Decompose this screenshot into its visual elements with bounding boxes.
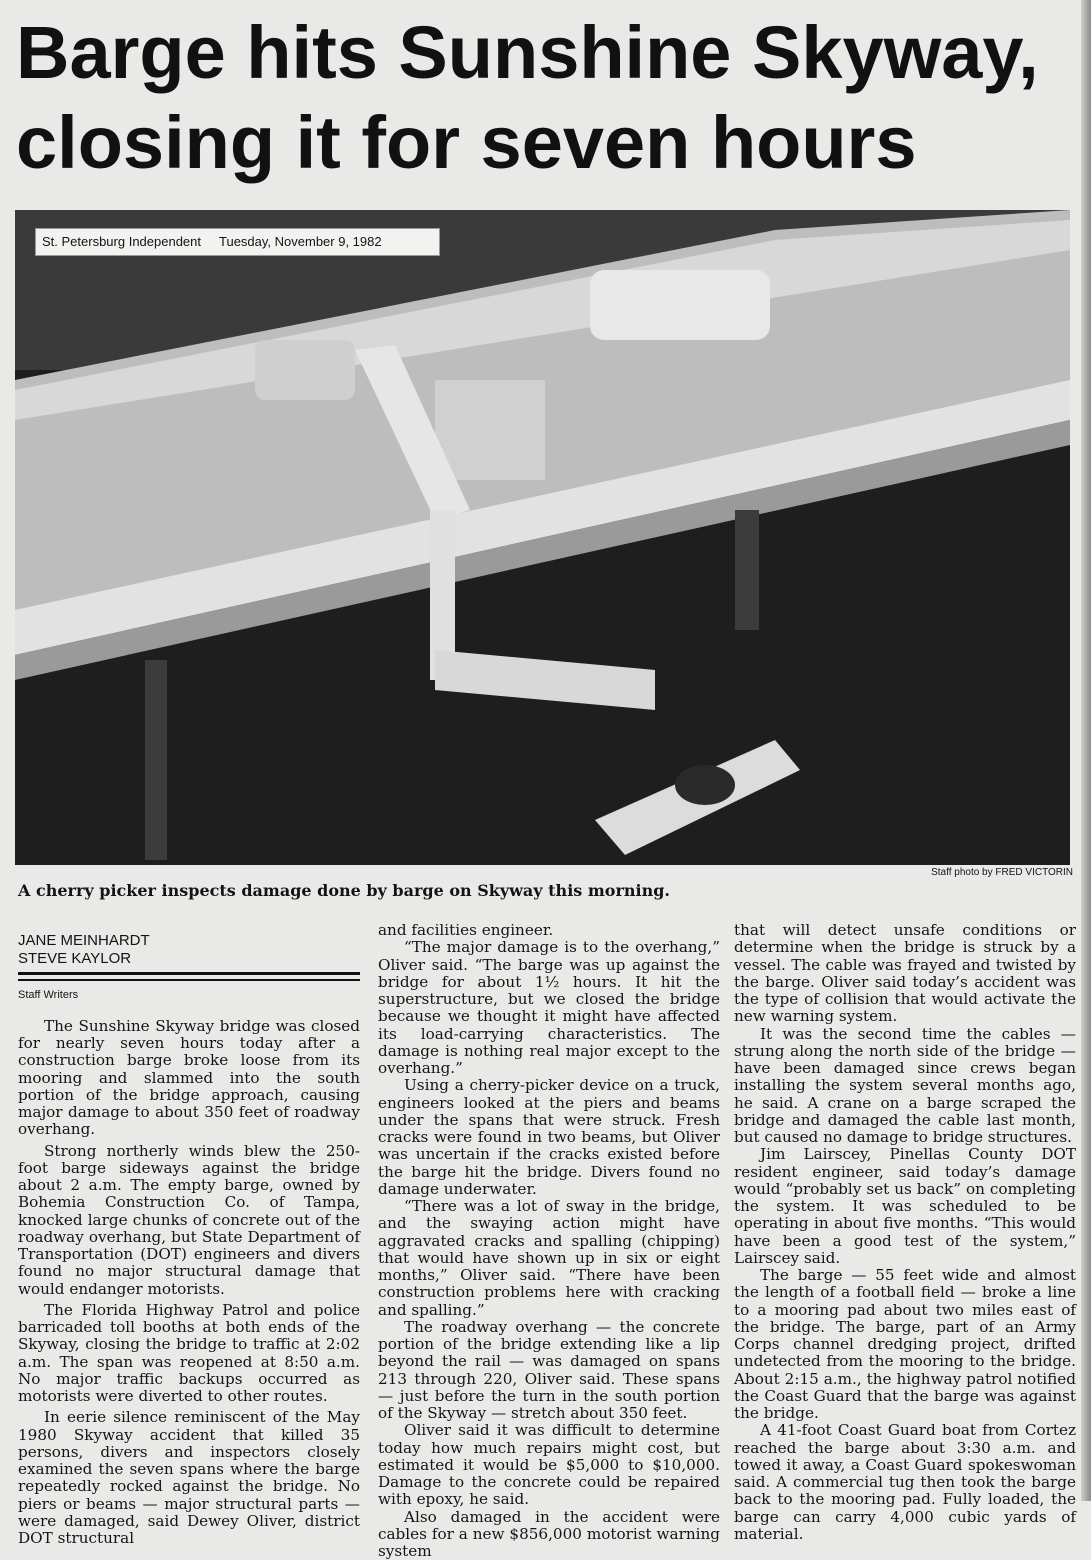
paragraph: The barge — 55 feet wide and almost the length of a football field — broke a line to a mooring pad about two miles east of the bridge. The barge, part of an Army Corps channel dredging project, drifted undetected from the mooring to the bridge. About 2:15 a.m., the highway patrol notified the Coast Guard that the barge was against the bridge. (734, 1267, 1076, 1422)
author-name: JANE MEINHARDT (18, 932, 360, 950)
paragraph: It was the second time the cables — strung along the north side of the bridge — have been damaged since crews began installing the system several months ago, he said. A crane on a barge scraped the bridge and damaged the cable last month, but caused no damage to bridge structures. (734, 1026, 1076, 1147)
newspaper-name: St. Petersburg Independent (42, 234, 201, 249)
paragraph: “There was a lot of sway in the bridge, and the swaying action might have aggravated cracks and spalling (chipping) that would have shown up in six or eight months,” Oliver said. “There have been construction problems here with cracking and spalling.” (378, 1198, 720, 1319)
paragraph: “The major damage is to the overhang,” Oliver said. “The barge was up against the bridge for about 1½ hours. It hit the superstructure, but we closed the bridge because we thought it might have affected its load-carrying characteristics. The damage is nothing real major except to the overhang.” (378, 939, 720, 1077)
author-name: STEVE KAYLOR (18, 950, 360, 968)
publication-date: Tuesday, November 9, 1982 (219, 234, 382, 249)
paragraph: that will detect unsafe conditions or determine when the bridge is struck by a vessel. The cable was frayed and twisted by the barge. Oliver said today’s accident was the type of collision that would activate the new warning system. (734, 922, 1076, 1026)
paragraph: Using a cherry-picker device on a truck, engineers looked at the piers and beams under the spans that were struck. Fresh cracks were found in two beams, but Oliver was uncertain if the cracks existed before the barge hit the bridge. Divers found no damage underwater. (378, 1077, 720, 1198)
byline-rule (18, 972, 360, 975)
article-column-2 (378, 922, 720, 1560)
paragraph: The Sunshine Skyway bridge was closed for nearly seven hours today after a construction barge broke loose from its mooring and slammed into the south portion of the bridge approach, causing major damage to about 350 feet of roadway overhang. (18, 1018, 360, 1139)
article-column-3 (734, 922, 1076, 1543)
paragraph: The Florida Highway Patrol and police barricaded toll booths at both ends of the Skyway, closing the bridge to traffic at 2:02 a.m. The span was reopened at 8:50 a.m. No major traffic backups occurred as motorists were diverted to other routes. (18, 1302, 360, 1406)
bridge-photo-illustration (15, 210, 1070, 865)
photo-caption: A cherry picker inspects damage done by barge on Skyway this morning. (18, 881, 670, 900)
article-column-1 (18, 922, 360, 1547)
paragraph: The roadway overhang — the concrete portion of the bridge extending like a lip beyond the rail — was damaged on spans 213 through 220, Oliver said. These spans — just before the turn in the south portion of the Skyway — stretch about 350 feet. (378, 1319, 720, 1423)
paragraph: and facilities engineer. (378, 922, 720, 939)
paragraph: Also damaged in the accident were cables for a new $856,000 motorist warning system (378, 1509, 720, 1560)
headline-line-2: closing it for seven hours (16, 98, 917, 188)
headline (16, 8, 1076, 198)
paragraph: A 41-foot Coast Guard boat from Cortez reached the barge about 3:30 a.m. and towed it away, a Coast Guard spokeswoman said. A commercial tug then took the barge back to the mooring pad. Fully loaded, the barge can carry 4,000 cubic yards of material. (734, 1422, 1076, 1543)
paragraph: Jim Lairscey, Pinellas County DOT resident engineer, said today’s damage would “probably set us back” on completing the system. It was scheduled to be operating in about five months. “This would have been a good test of the system,” Lairscey said. (734, 1146, 1076, 1267)
byline (18, 932, 360, 968)
paragraph: Oliver said it was difficult to determine today how much repairs might cost, but estimated it would be $5,000 to $10,000. Damage to the concrete could be repaired with epoxy, he said. (378, 1422, 720, 1508)
staff-label: Staff Writers (18, 987, 360, 1004)
headline-line-1: Barge hits Sunshine Skyway, (16, 8, 1039, 98)
byline-rule (18, 979, 360, 981)
scan-edge (1081, 0, 1091, 1501)
news-photo (15, 210, 1070, 865)
photo-credit: Staff photo by FRED VICTORIN (931, 867, 1073, 878)
dateline-box (35, 228, 440, 256)
paragraph: In eerie silence reminiscent of the May 1980 Skyway accident that killed 35 persons, divers and inspectors closely examined the seven spans where the barge repeatedly rocked against the bridge. No piers or beams — major structural parts — were damaged, said Dewey Oliver, district DOT structural (18, 1409, 360, 1547)
paragraph: Strong northerly winds blew the 250-foot barge sideways against the bridge about 2 a.m. The empty barge, owned by Bohemia Construction Co. of Tampa, knocked large chunks of concrete out of the roadway overhang, but State Department of Transportation (DOT) engineers and divers found no major structural damage that would endanger motorists. (18, 1143, 360, 1298)
